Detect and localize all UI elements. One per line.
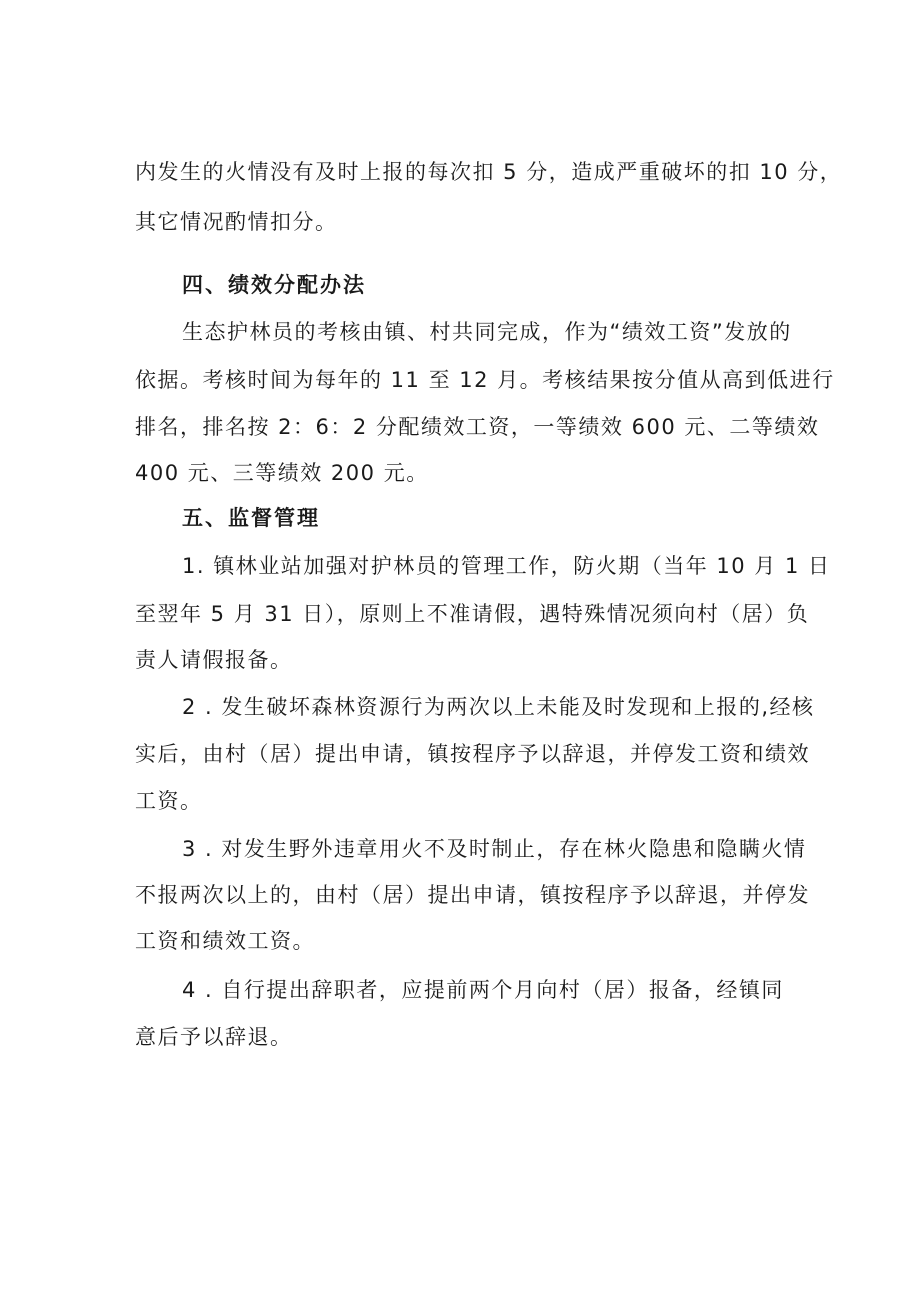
text-line: 其它情况酌情扣分。 xyxy=(135,210,338,234)
text-line: 400 元、三等绩效 200 元。 xyxy=(135,461,429,485)
text-line: 4 . 自行提出辞职者，应提前两个月向村（居）报备，经镇同 xyxy=(182,978,784,1002)
text-line: 生态护林员的考核由镇、村共同完成，作为“绩效工资”发放的 xyxy=(182,320,792,344)
text-line: 工资和绩效工资。 xyxy=(135,929,315,953)
text-line: 排名，排名按 2：6：2 分配绩效工资，一等绩效 600 元、二等绩效 xyxy=(135,415,820,439)
text-line: 责人请假报备。 xyxy=(135,648,293,672)
text-line: 意后予以辞退。 xyxy=(135,1025,293,1049)
text-line: 内发生的火情没有及时上报的每次扣 5 分，造成严重破坏的扣 10 分， xyxy=(135,160,843,184)
text-line: 依据。考核时间为每年的 11 至 12 月。考核结果按分值从高到低进行 xyxy=(135,368,835,392)
text-line: 工资。 xyxy=(135,789,203,813)
text-line: 不报两次以上的，由村（居）提出申请，镇按程序予以辞退，并停发 xyxy=(135,883,810,907)
section-heading: 四、绩效分配办法 xyxy=(182,273,366,297)
section-heading: 五、监督管理 xyxy=(182,506,320,530)
text-line: 2 . 发生破坏森林资源行为两次以上未能及时发现和上报的,经核 xyxy=(182,695,815,719)
text-line: 3 . 对发生野外违章用火不及时制止，存在林火隐患和隐瞒火情 xyxy=(182,837,807,861)
text-line: 1. 镇林业站加强对护林员的管理工作，防火期（当年 10 月 1 日 xyxy=(182,554,831,578)
text-line: 实后，由村（居）提出申请，镇按程序予以辞退，并停发工资和绩效 xyxy=(135,742,810,766)
text-line: 至翌年 5 月 31 日），原则上不准请假，遇特殊情况须向村（居）负 xyxy=(135,602,810,626)
